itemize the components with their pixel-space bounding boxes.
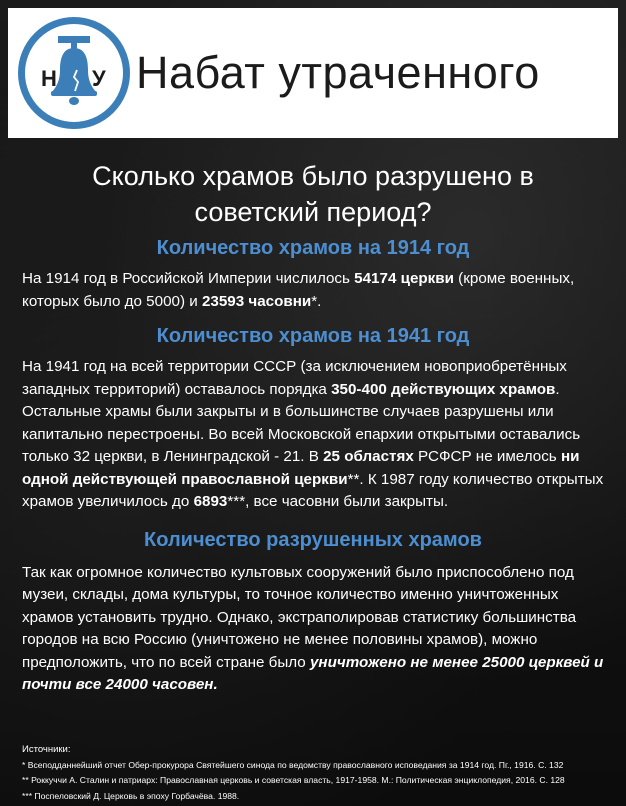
text-run: РСФСР не имелось <box>413 448 561 465</box>
text-run: (кроме военных, которых было до 5000) и <box>22 270 575 310</box>
source-item: * Всеподданнейший отчет Обер-прокурора Святейшего синода по ведомству православного исповедания за 1914 год. Пг., 1916. С. 132 <box>22 759 564 770</box>
title-line-2: советский период? <box>194 197 432 227</box>
section-1914-heading: Количество храмов на 1914 год <box>156 237 470 259</box>
brand-name: Набат утраченного <box>136 47 540 98</box>
text-run: Так как огромное количество культовых сооружений было приспособлено под музеи, склады, дома культуры, то точное количество именно уничтоженных храмов установить трудно. Однако, экстраполировав статистику большинства городов на всю Россию (уничтожено не менее половины храмов), можно предположить, что по всей стране было <box>22 563 577 671</box>
text-run: *. <box>311 292 322 310</box>
sources-block <box>22 742 565 804</box>
logo-letter-right: У <box>92 66 106 91</box>
open-churches-1987: 6893 <box>193 493 228 510</box>
logo <box>18 17 130 129</box>
section-1914-text <box>22 268 604 313</box>
sources-title: Источники: <box>22 744 71 755</box>
main-content <box>0 142 626 697</box>
section-destroyed-text <box>22 562 604 697</box>
chapels-1914-count: 23593 часовни <box>201 292 312 310</box>
text-run: На 1914 год в Российской Империи числилось <box>22 270 355 287</box>
source-item: *** Поспеловский Д. Церковь в эпоху Горбачёва. 1988. <box>22 790 240 801</box>
header-banner <box>8 8 618 138</box>
title-line-1: Сколько храмов было разрушено в <box>92 161 534 191</box>
source-item: ** Роккуччи А. Сталин и патриарх: Православная церковь и советская власть, 1917-1958. М.: Политическая энциклопедия, 2016. С. 128 <box>22 775 565 785</box>
section-destroyed-heading: Количество разрушенных храмов <box>144 528 482 551</box>
regions-count: 25 областях <box>323 448 414 465</box>
text-run: ***, все часовни были закрыты. <box>227 493 449 510</box>
text-run: **. К 1987 году количество открытых храмов увеличилось до <box>22 470 604 510</box>
no-active-church-phrase: ни одной действующей православной церкви <box>22 448 580 488</box>
bell-icon <box>25 24 123 122</box>
section-1941-text <box>22 356 604 514</box>
section-1941-heading: Количество храмов на 1941 год <box>156 325 470 347</box>
destroyed-conclusion: уничтожено не менее 25000 церквей и почти все 24000 часовен. <box>22 653 604 693</box>
churches-1914-count: 54174 церкви <box>354 270 454 287</box>
page-title <box>0 158 626 230</box>
text-run: . Остальные храмы были закрыты и в большинстве случаев разрушены или капитально перестроены. Во всей Московской епархии открытыми оставались только 32 церкви, в Ленинградской - 21. В <box>22 380 581 465</box>
logo-letter-left: Н <box>41 66 57 91</box>
text-run: На 1941 год на всей территории СССР (за исключением новоприобретённых западных территорий) оставалось порядка <box>22 358 567 398</box>
active-churches-1941: 350-400 действующих храмов <box>331 380 556 398</box>
